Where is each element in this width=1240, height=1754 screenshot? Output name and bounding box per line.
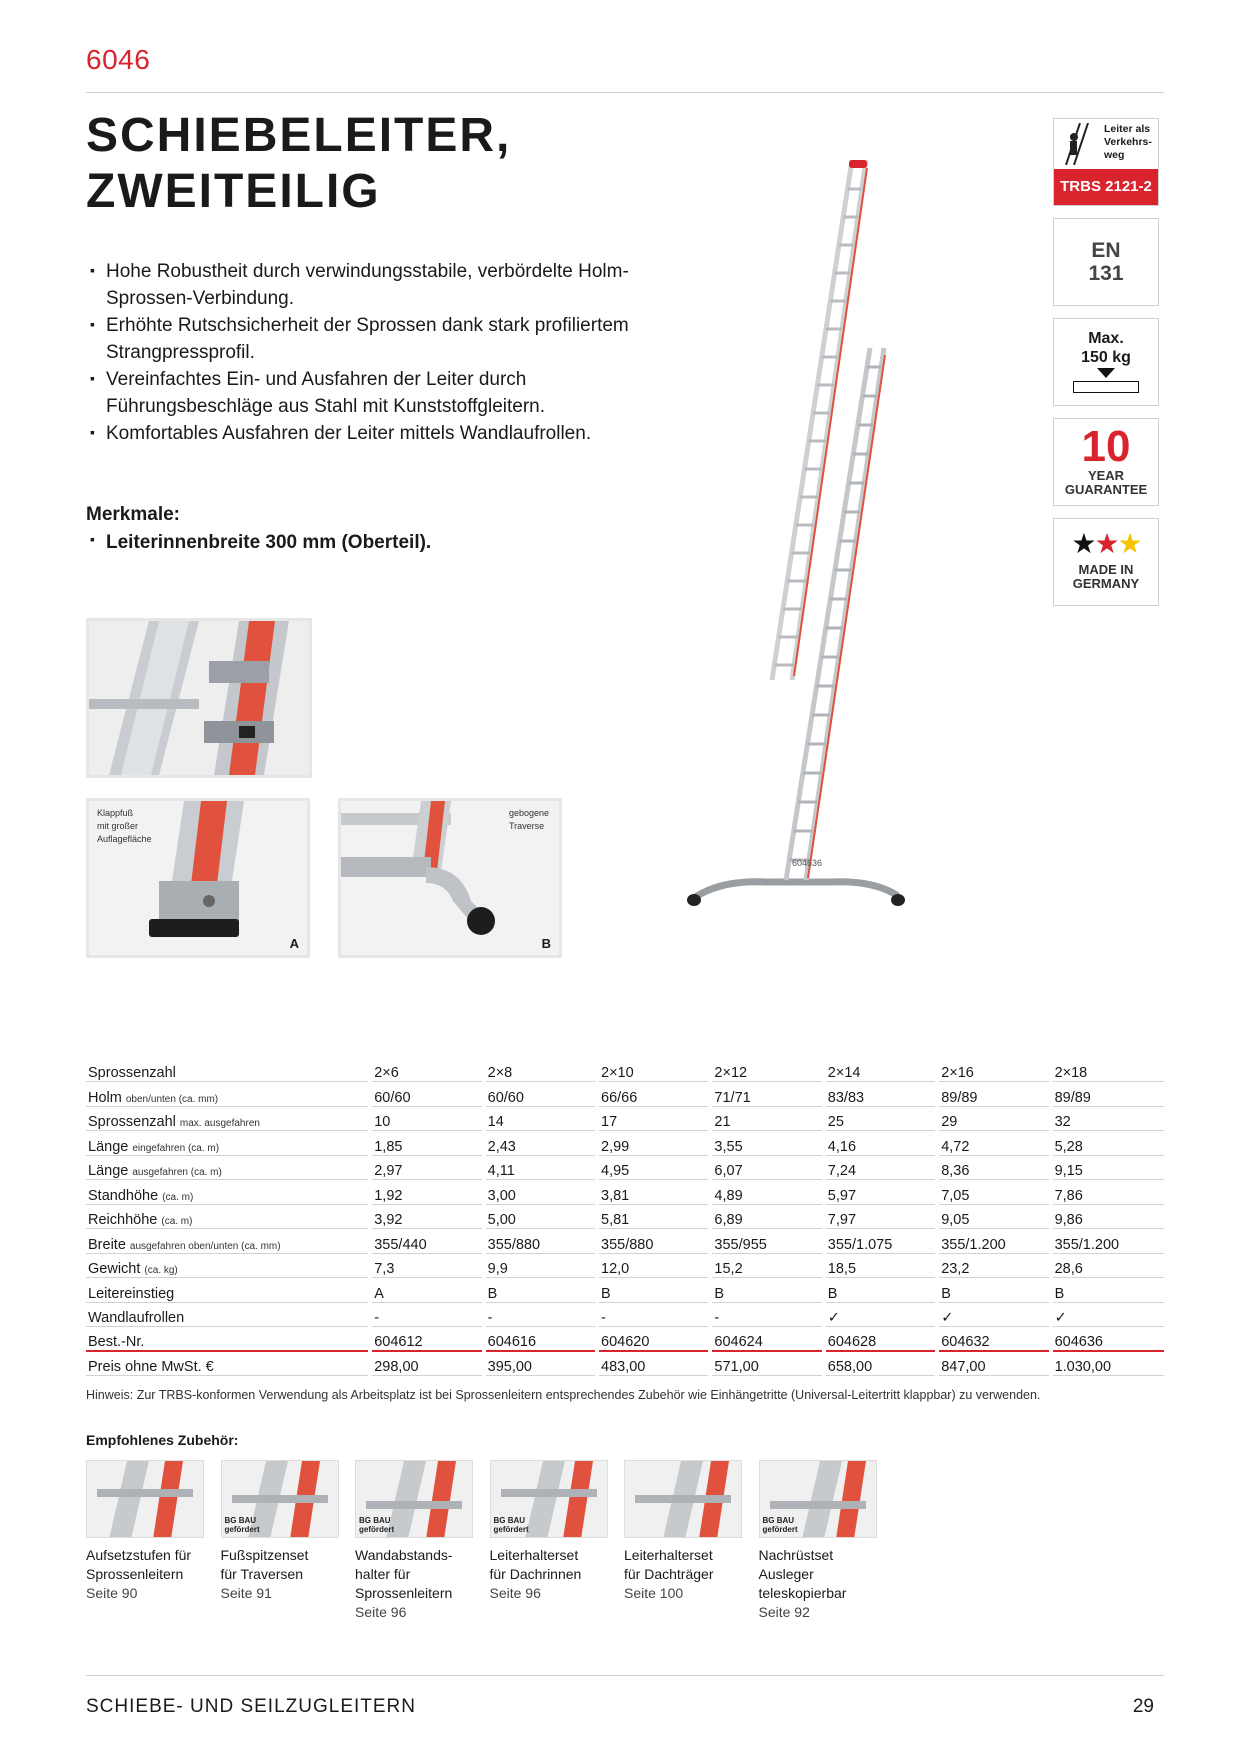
photo-a-caption-1: Klappfuß [97, 808, 134, 818]
spec-value: 25 [824, 1106, 937, 1131]
spec-row [86, 1057, 1164, 1082]
spec-value: 7,3 [370, 1253, 483, 1278]
spec-label [86, 1057, 370, 1082]
spec-row [86, 1278, 1164, 1303]
spec-value: 2×8 [484, 1057, 597, 1082]
spec-value: 15,2 [710, 1253, 823, 1278]
spec-value: 298,00 [370, 1351, 483, 1376]
spec-value: 355/880 [597, 1229, 710, 1254]
spec-value: 8,36 [937, 1155, 1050, 1180]
spec-value: 4,11 [484, 1155, 597, 1180]
accessory-name-line1: Leiterhalterset [624, 1547, 713, 1563]
accessory-page-ref[interactable]: Seite 96 [355, 1604, 407, 1620]
accessory-page-ref[interactable]: Seite 91 [220, 1585, 272, 1601]
spec-value: 9,9 [484, 1253, 597, 1278]
spec-value: 2,99 [597, 1131, 710, 1156]
spec-value: 1.030,00 [1051, 1351, 1164, 1376]
spec-value: ✓ [824, 1302, 937, 1327]
ladder-person-icon [1060, 123, 1090, 165]
spec-label-sub: (ca. kg) [144, 1265, 178, 1276]
feature-bullets [90, 258, 650, 447]
spec-value: 5,00 [484, 1204, 597, 1229]
spec-value: 12,0 [597, 1253, 710, 1278]
spec-value: 5,97 [824, 1180, 937, 1205]
spec-label [86, 1106, 370, 1131]
spec-value: 355/440 [370, 1229, 483, 1254]
bullet-item: ▪ Komfortables Ausfahren der Leiter mittels Wandlaufrollen. [90, 420, 650, 447]
spec-value: - [370, 1302, 483, 1327]
spec-value: 3,81 [597, 1180, 710, 1205]
spec-value: 7,05 [937, 1180, 1050, 1205]
bullet-item: ▪ Erhöhte Rutschsicherheit der Sprossen dank stark profiliertem Strangpressprofil. [90, 312, 650, 366]
spec-value: 847,00 [937, 1351, 1050, 1376]
trbs-text-2: Verkehrs- [1104, 136, 1152, 148]
spec-label-sub: oben/unten (ca. mm) [125, 1093, 219, 1105]
spec-value: 2,43 [484, 1131, 597, 1156]
bg-bau-line-2: gefördert [359, 1525, 395, 1534]
bg-bau-line-1: BG BAU [224, 1516, 257, 1525]
spec-value: 483,00 [597, 1351, 710, 1376]
spec-row [86, 1351, 1164, 1376]
accessory-name-line2: halter für [355, 1566, 411, 1582]
accessory-name-line2: für Dachrinnen [489, 1566, 582, 1582]
spec-value: 604620 [597, 1327, 710, 1352]
spec-value: 2×10 [597, 1057, 710, 1082]
accessory-page-ref[interactable]: Seite 92 [758, 1604, 810, 1620]
three-stars-icon: ★★★ [1071, 528, 1141, 559]
spec-label [86, 1229, 370, 1254]
spec-value: 2,97 [370, 1155, 483, 1180]
spec-row [86, 1253, 1164, 1278]
accessory-page-ref[interactable]: Seite 90 [86, 1585, 138, 1601]
spec-value: 17 [597, 1106, 710, 1131]
spec-label-text: Länge [88, 1163, 129, 1179]
spec-value: 71/71 [710, 1082, 823, 1107]
spec-label-text: Holm [88, 1089, 122, 1106]
bg-bau-label [225, 1516, 260, 1534]
feature-item: ▪ Leiterinnenbreite 300 mm (Oberteil). [90, 532, 431, 554]
accessory-name-line1: Fußspitzenset [220, 1547, 309, 1563]
spec-value: 7,24 [824, 1155, 937, 1180]
guarantee-badge [1053, 418, 1159, 506]
spec-value: B [937, 1278, 1050, 1303]
spec-row [86, 1131, 1164, 1156]
bg-bau-line-1: BG BAU [493, 1516, 526, 1525]
spec-value: A [370, 1278, 483, 1303]
spec-label [86, 1302, 370, 1327]
spec-value: 2×16 [937, 1057, 1050, 1082]
spec-row [86, 1180, 1164, 1205]
spec-value: 2×12 [710, 1057, 823, 1082]
spec-value: B [484, 1278, 597, 1303]
bg-bau-line-2: gefördert [762, 1525, 798, 1534]
spec-value: 2×18 [1051, 1057, 1164, 1082]
spec-label-text: Breite [88, 1236, 126, 1253]
spec-row [86, 1155, 1164, 1180]
product-code: 6046 [86, 44, 151, 75]
accessory-item[interactable] [355, 1546, 489, 1622]
trbs-label: TRBS 2121-2 [1054, 169, 1158, 205]
en-line-2: 131 [1088, 262, 1124, 285]
features-list [90, 532, 431, 554]
spec-label [86, 1204, 370, 1229]
spec-value: 355/1.075 [824, 1229, 937, 1254]
detail-photo-a [86, 798, 310, 958]
spec-value: 14 [484, 1106, 597, 1131]
accessory-image [624, 1460, 742, 1538]
accessory-item[interactable] [624, 1546, 758, 1603]
accessory-name-line1: Nachrüstset [758, 1547, 834, 1563]
made-in-line-2: GERMANY [1072, 576, 1140, 591]
guide-bracket-illustration [89, 621, 309, 775]
made-in-germany-badge [1053, 518, 1159, 606]
spec-value: ✓ [937, 1302, 1050, 1327]
spec-value: 604612 [370, 1327, 483, 1352]
spec-value: 395,00 [484, 1351, 597, 1376]
spec-label [86, 1131, 370, 1156]
spec-label-text: Gewicht [88, 1261, 141, 1277]
detail-photo-b [338, 798, 562, 958]
spec-value: 32 [1051, 1106, 1164, 1131]
max-line-1: Max. [1088, 330, 1124, 347]
made-in-line-1: MADE IN [1078, 562, 1134, 577]
spec-value: - [484, 1302, 597, 1327]
spec-label-text: Wandlaufrollen [88, 1310, 185, 1326]
spec-label-text: Länge [88, 1138, 129, 1155]
accessory-name-line2: für Dachträger [624, 1566, 714, 1582]
spec-value: 89/89 [1051, 1082, 1164, 1107]
down-arrow-icon [1097, 368, 1115, 378]
bg-bau-line-2: gefördert [493, 1525, 529, 1534]
accessory-item[interactable] [86, 1546, 220, 1603]
spec-value: 571,00 [710, 1351, 823, 1376]
accessory-name-line2: Ausleger [758, 1566, 814, 1582]
spec-value: 3,55 [710, 1131, 823, 1156]
spec-value: 4,72 [937, 1131, 1050, 1156]
spec-value: 7,97 [824, 1204, 937, 1229]
header-divider [86, 92, 1164, 93]
spec-value: 3,92 [370, 1204, 483, 1229]
spec-label-text: Leitereinstieg [88, 1285, 175, 1302]
spec-label-text: Best.-Nr. [88, 1334, 145, 1350]
spec-value: 6,07 [710, 1155, 823, 1180]
title-line-1: SCHIEBELEITER, [86, 109, 512, 162]
en-badge [1053, 218, 1159, 306]
accessory-page-ref[interactable]: Seite 100 [624, 1585, 684, 1601]
accessory-image [355, 1460, 473, 1538]
spec-value: 5,28 [1051, 1131, 1164, 1156]
photo-a-caption-3: Auflagefläche [97, 834, 152, 844]
accessories-heading: Empfohlenes Zubehör: [86, 1432, 239, 1448]
max-load-badge [1053, 318, 1159, 406]
max-line-2: 150 kg [1081, 349, 1131, 366]
spec-value: 604636 [1051, 1327, 1164, 1352]
spec-label [86, 1082, 370, 1107]
spec-value: 7,86 [1051, 1180, 1164, 1205]
spec-value: B [1051, 1278, 1164, 1303]
spec-value: 9,05 [937, 1204, 1050, 1229]
spec-value: 2×14 [824, 1057, 937, 1082]
spec-label-sub: (ca. m) [161, 1216, 193, 1227]
spec-row [86, 1229, 1164, 1254]
bg-bau-line-1: BG BAU [762, 1516, 795, 1525]
spec-value: 658,00 [824, 1351, 937, 1376]
spec-value: 89/89 [937, 1082, 1050, 1107]
spec-value: 5,81 [597, 1204, 710, 1229]
trbs-text-3: weg [1104, 149, 1125, 161]
spec-value: B [597, 1278, 710, 1303]
accessory-name-line1: Wandabstands- [355, 1547, 453, 1563]
spec-value: 10 [370, 1106, 483, 1131]
detail-photo-guide [86, 618, 312, 778]
spec-value: 2×6 [370, 1057, 483, 1082]
spec-label-sub: ausgefahren oben/unten (ca. mm) [129, 1240, 281, 1252]
spec-value: 355/955 [710, 1229, 823, 1254]
spec-label [86, 1327, 370, 1352]
spec-value: 604628 [824, 1327, 937, 1352]
spec-label-text: Preis ohne MwSt. € [88, 1359, 214, 1375]
trbs-badge [1053, 118, 1159, 206]
spec-label [86, 1180, 370, 1205]
spec-value: 1,92 [370, 1180, 483, 1205]
bg-bau-line-1: BG BAU [359, 1516, 391, 1525]
spec-value: 604616 [484, 1327, 597, 1352]
spec-label-sub: (ca. m) [162, 1191, 194, 1203]
accessory-item[interactable] [759, 1546, 893, 1622]
accessory-name-line2: für Traversen [220, 1566, 303, 1582]
title-line-2: ZWEITEILIG [86, 165, 381, 218]
guarantee-years: 10 [1081, 422, 1131, 471]
spec-value: 21 [710, 1106, 823, 1131]
spec-value: 9,15 [1051, 1155, 1164, 1180]
spec-value: 6,89 [710, 1204, 823, 1229]
accessory-item[interactable] [490, 1546, 624, 1603]
spec-value: 29 [937, 1106, 1050, 1131]
spec-value: 9,86 [1051, 1204, 1164, 1229]
spec-value: 60/60 [484, 1082, 597, 1107]
photo-b-caption-2: Traverse [508, 821, 545, 831]
bg-bau-label [763, 1516, 798, 1534]
spec-value: 23,2 [937, 1253, 1050, 1278]
main-article-number: 604636 [792, 858, 823, 868]
usage-hint: Hinweis: Zur TRBS-konformen Verwendung als Arbeitsplatz ist bei Sprossenleitern entsprechendes Zubehör wie Einhängetritte (Universal-Leitertritt klappbar) zu verwenden. [86, 1388, 1041, 1402]
trbs-text-1: Leiter als [1104, 123, 1151, 135]
bg-bau-label [494, 1516, 529, 1534]
accessory-name-line2: Sprossenleitern [86, 1566, 184, 1582]
spec-value: - [597, 1302, 710, 1327]
accessory-image [221, 1460, 339, 1538]
spec-row [86, 1302, 1164, 1327]
accessory-image [759, 1460, 877, 1538]
spec-label-sub: eingefahren (ca. m) [132, 1142, 220, 1154]
platform-icon [1073, 381, 1139, 393]
spec-value: 604624 [710, 1327, 823, 1352]
spec-label-text: Standhöhe [88, 1187, 159, 1204]
accessory-name-line3: teleskopierbar [758, 1585, 847, 1601]
accessory-name-line3: Sprossenleitern [355, 1585, 453, 1601]
spec-value: 18,5 [824, 1253, 937, 1278]
spec-value: - [710, 1302, 823, 1327]
main-ladder-illustration [680, 160, 920, 920]
page-title [86, 108, 511, 220]
page-number: 29 [1132, 1696, 1154, 1717]
spec-label [86, 1351, 370, 1376]
bullet-item: ▪ Hohe Robustheit durch verwindungsstabile, verbördelte Holm-Sprossen-Verbindung. [90, 258, 650, 312]
accessory-illustration [87, 1461, 204, 1538]
spec-value: ✓ [1051, 1302, 1164, 1327]
spec-value: 355/1.200 [937, 1229, 1050, 1254]
photo-a-caption-2: mit großer [97, 821, 139, 831]
spec-value: B [824, 1278, 937, 1303]
accessory-page-ref[interactable]: Seite 96 [489, 1585, 541, 1601]
spec-value: 66/66 [597, 1082, 710, 1107]
spec-label [86, 1278, 370, 1303]
spec-label-sub: max. ausgefahren [179, 1118, 260, 1129]
spec-value: 83/83 [824, 1082, 937, 1107]
spec-value: 604632 [937, 1327, 1050, 1352]
spec-row [86, 1106, 1164, 1131]
accessory-name-line1: Aufsetzstufen für [86, 1547, 192, 1563]
bg-bau-line-2: gefördert [224, 1525, 260, 1534]
spec-label-sub: ausgefahren (ca. m) [132, 1167, 222, 1178]
spec-value: 355/880 [484, 1229, 597, 1254]
guarantee-label: GUARANTEE [1064, 482, 1148, 497]
accessory-image [86, 1460, 204, 1538]
photo-a-letter: A [289, 936, 299, 951]
bullet-item: ▪ Vereinfachtes Ein- und Ausfahren der Leiter durch Führungsbeschläge aus Stahl mit Kunststoffgleitern. [90, 366, 650, 420]
spec-value: 28,6 [1051, 1253, 1164, 1278]
spec-value: B [710, 1278, 823, 1303]
year-label: YEAR [1087, 468, 1125, 483]
features-heading: Merkmale: [86, 504, 180, 525]
footer-divider [86, 1675, 1164, 1676]
spec-row [86, 1204, 1164, 1229]
accessory-image [490, 1460, 608, 1538]
bg-bau-label [359, 1516, 394, 1534]
spec-label-text: Sprossenzahl [88, 1065, 176, 1081]
accessory-item[interactable] [221, 1546, 355, 1603]
specs-table [86, 1057, 1164, 1376]
spec-value: 1,85 [370, 1131, 483, 1156]
spec-row [86, 1082, 1164, 1107]
spec-value: 355/1.200 [1051, 1229, 1164, 1254]
spec-value: 4,16 [824, 1131, 937, 1156]
accessory-name-line1: Leiterhalterset [489, 1547, 579, 1563]
spec-value: 4,95 [597, 1155, 710, 1180]
footer-section: SCHIEBE- UND SEILZUGLEITERN [86, 1696, 416, 1717]
spec-value: 3,00 [484, 1180, 597, 1205]
photo-b-letter: B [541, 936, 551, 951]
accessory-illustration [625, 1461, 742, 1538]
spec-value: 60/60 [370, 1082, 483, 1107]
spec-label [86, 1253, 370, 1278]
spec-label-text: Reichhöhe [88, 1212, 158, 1228]
spec-value: 4,89 [710, 1180, 823, 1205]
photo-b-caption-1: gebogene [508, 808, 549, 818]
en-line-1: EN [1091, 239, 1121, 262]
spec-label-text: Sprossenzahl [88, 1114, 176, 1130]
ladder-rungs [774, 189, 881, 860]
spec-label [86, 1155, 370, 1180]
spec-row [86, 1327, 1164, 1352]
